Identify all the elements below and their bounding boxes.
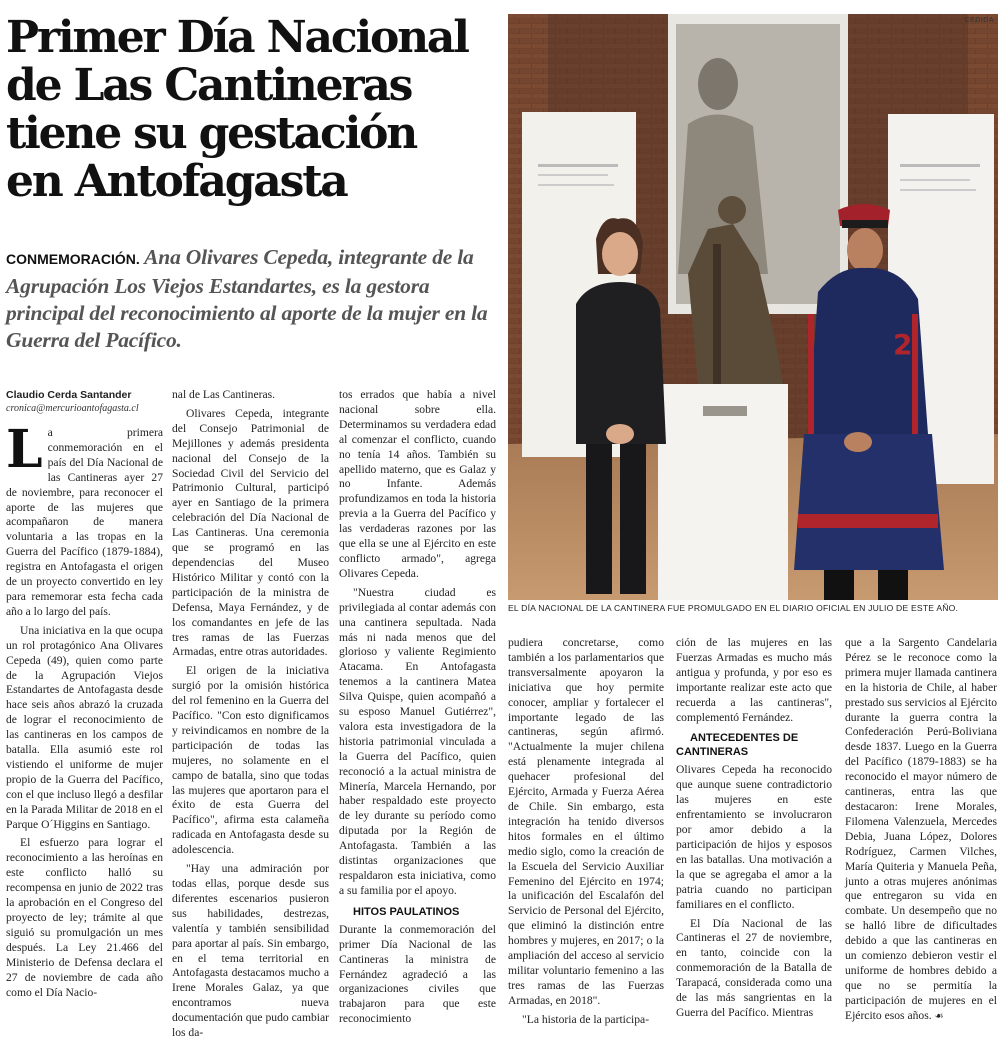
article-paragraph: El esfuerzo para lograr el reconocimiento a las heroínas en este conflicto halló su recompensa en junio de 2022 tras la aprobación en el Congreso del proyecto de ley; trámite al que siguió su promulgación un mes después. La Ley 21.466 del Ministerio de Defensa declara el 27 de noviembre de cada año como el Día Nacio- [6,836,163,999]
article-paragraph: "Hay una admiración por todas ellas, porque desde sus diferentes escenarios pusieron sus habilidades, destrezas, valentía y también sensibilidad para aportar al país. Sin embargo, en el tema territorial en Antofagasta destacamos mucho a Irene Morales Galaz, ya que encontramos nueva documentación que pudo cambiar los da- [172,862,329,1040]
article-paragraph: "Nuestra ciudad es privilegiada al contar además con una cantinera sepultada. Nada más ni nada menos que del glorioso y valiente Regimiento Atacama. En Antofagasta tenemos a la cantinera Matea Silva Quispe, quien acompañó a su esposo Manuel Gutiérrez", valora esta investigadora de la historia patrimonial vinculada a la Guerra del Pacífico, quien reconoció a la actual ministra de Minería, Marcela Hernando, por haber respaldado este proyecto de ley durante su período como diputada por la Región de Antofagasta. También a las distintas organizaciones que respaldaron esta iniciativa, como a su familia por el apoyo. [339,585,496,897]
byline-email: cronica@mercurioantofagasta.cl [6,403,139,414]
deck [6,244,496,354]
article-paragraph: nal de Las Cantineras. [172,388,276,401]
article-column-4 [508,636,664,1032]
headline-line: de Las Cantineras [6,60,412,111]
article-paragraph: "La historia de la participa- [522,1012,650,1026]
section-subhead: HITOS PAULATINOS [353,905,460,918]
article-paragraph [6,419,163,620]
article-paragraph: El Día Nacional de las Cantineras el 27 de noviembre, en tanto, coincide con la conmemoración de la Batalla de Tarapacá, considerada como una de las más sangrientas en la Guerra del Pacífico. Mientras [676,916,832,1019]
article-paragraph: Olivares Cepeda ha reconocido que aunque suene contradictorio las mujeres en este enfrentamiento se involucraron por amor debido a la participación de hijos y esposos en las batallas. Una motivación a la que se agregaba el amor a la patria cuando no participan familiares en el conflicto. [676,763,832,911]
article-paragraph: Durante la conmemoración del primer Día Nacional de las Cantineras la ministra de Fernández agradeció a las organizaciones civiles que trabajaron para que este reconocimiento [339,922,496,1026]
paragraph-text: que a la Sargento Candelaria Pérez se le reconoce como la primera mujer llamada cantinera en la historia de Chile, al haber prestado sus servicios al Ejército durante la guerra contra la Confederación Perú-Boliviana desde 1837. Luego en la Guerra del Pacífico (1879-1883) se ha reconocido el mayor número de cantineras, entra las que destacaron: Irene Morales, Filomena Valenzuela, Mercedes Debia, Juana López, Dolores Rodríguez, Carmen Vilches, María Quiteria y Manuela Peña, junto a otras mujeres anónimas que entregaron su vida en combate. Un desempeño que no se halló libre de dificultades debido a que las cantineras en un comienzo debieron vestir el uniforme de hombres debido a que no se permitía la participación de mujeres en el Ejército esos años. [845,636,997,1022]
headline-line: en Antofagasta [6,156,347,207]
headline [6,14,506,206]
article-column-6 [845,636,997,1029]
article-column-2 [172,388,329,1045]
article-paragraph: El origen de la iniciativa surgió por la omisión histórica del rol femenino en la Guerra del Pacífico. "Con esto dignificamos y reivindicamos en nombre de la participación de todas las mujeres, no solamente en el campo de batalla, sino que todas las mujeres que aportaron para el éxito de esta Guerra del Pacífico", afirma esta calameña radicada en Antofagasta desde su adolescencia. [172,664,329,857]
paragraph-text: a primera conmemoración en el país del Día Nacional de las Cantineras ayer 27 de noviembre, para reconocer el aporte de las mujeres que acompañaron de manera voluntaria a las tropas en la Guerra del Pacífico (1879-1884), registra en Antofagasta el origen de un proyecto convertido en ley para rememorar esta fecha cada año a lo largo del país. [6,426,163,618]
section-subhead: ANTECEDENTES DE CANTINERAS [676,732,799,759]
museum-scene-illustration [508,14,998,600]
article-paragraph: pudiera concretarse, como también a los parlamentarios que transversalmente apoyaron la iniciativa que hoy permite conocer, ampliar y fortalecer el importante legado de las cantineras, según afirmó. "Actualmente la mujer chilena está plenamente integrada al quehacer profesional del Ejército, Armada y Fuerza Aérea de Chile. Sin embargo, esta integración ha tenido diversos hitos formales en el último medio siglo, como la creación de la Escuela del Servicio Auxiliar Femenino del Ejército en 1974; la unificación del Escalafón del Servicio de Personal del Ejército, que eliminó la distinción entre hombres y mujeres, en 2017; o la ampliación del acceso al servicio militar voluntario femenino a las tres ramas de las Fuerzas Armadas, en 2018". [508,636,664,1007]
article-column-3 [339,388,496,1031]
end-mark-icon: ☙ [934,1010,944,1022]
article-paragraph: Olivares Cepeda, integrante del Consejo Patrimonial de Mejillones y además presidenta nacional del Consejo de la Sociedad Civil del Servicio del Patrimonio Cultural, participó ayer en Santiago de la primera celebración del Día Nacional de Las Cantineras. Una ceremonia que se programó en las dependencias del Museo Histórico Militar y contó con la participación de la ministra de Defensa, Maya Fernández, y de los comandantes en jefe de las tres ramas de las Fuerzas Armadas, entre otras autoridades. [172,406,329,659]
article-paragraph [845,636,997,1025]
deck-kicker: CONMEMORACIÓN. [6,251,140,267]
article-paragraph: tos errados que había a nivel nacional sobre ella. Determinamos su verdadera edad al comenzar el conflicto, cuando no tenía 14 años. También su apellido materno, que es Galaz y no Infante. Además profundizamos en toda la historia previa a la Guerra del Pacífico y las verdaderas razones por las que ella se une al Ejército en este conflicto armado", agrega Olivares Cepeda. [339,388,496,580]
byline-author: Claudio Cerda Santander [6,389,132,401]
article-paragraph: ción de las mujeres en las Fuerzas Armadas es mucho más antigua y profunda, y por eso es importante realizar este acto que recuerda a las cantineras", complementó Fernández. [676,636,832,724]
svg-text:2: 2 [893,328,913,361]
deck-text: Ana Olivares Cepeda, integrante de la Agrupación Los Viejos Estandartes, es la gestora principal del reconocimiento al aporte de la mujer en la Guerra del Pacífico. [6,245,488,352]
photo-credit: CEDIDA [964,17,994,24]
article-paragraph: Una iniciativa en la que ocupa un rol protagónico Ana Olivares Cepeda (49), quien como parte de la Agrupación Viejos Estandartes de Antofagasta desde hace seis años abrazó la cruzada de lograr el reconocimiento de las cantineras en los campos de batalla. Ella asumió este rol vistiendo el uniforme de mujer propio de la Guerra del Pacífico, con el que incluso llegó a desfilar en la Parada Militar de 2018 en el Parque O´Higgins en Santiago. [6,623,163,831]
headline-line: Primer Día Nacional [6,12,468,63]
article-column-5 [676,636,832,1025]
photo-caption: EL DÍA NACIONAL DE LA CANTINERA FUE PROMULGADO EN EL DIARIO OFICIAL EN JULIO DE ESTE AÑO. [508,603,959,613]
article-photo [508,14,998,600]
drop-cap: L [6,419,43,480]
article-column-1 [6,388,163,1004]
headline-line: tiene su gestación [6,108,417,159]
